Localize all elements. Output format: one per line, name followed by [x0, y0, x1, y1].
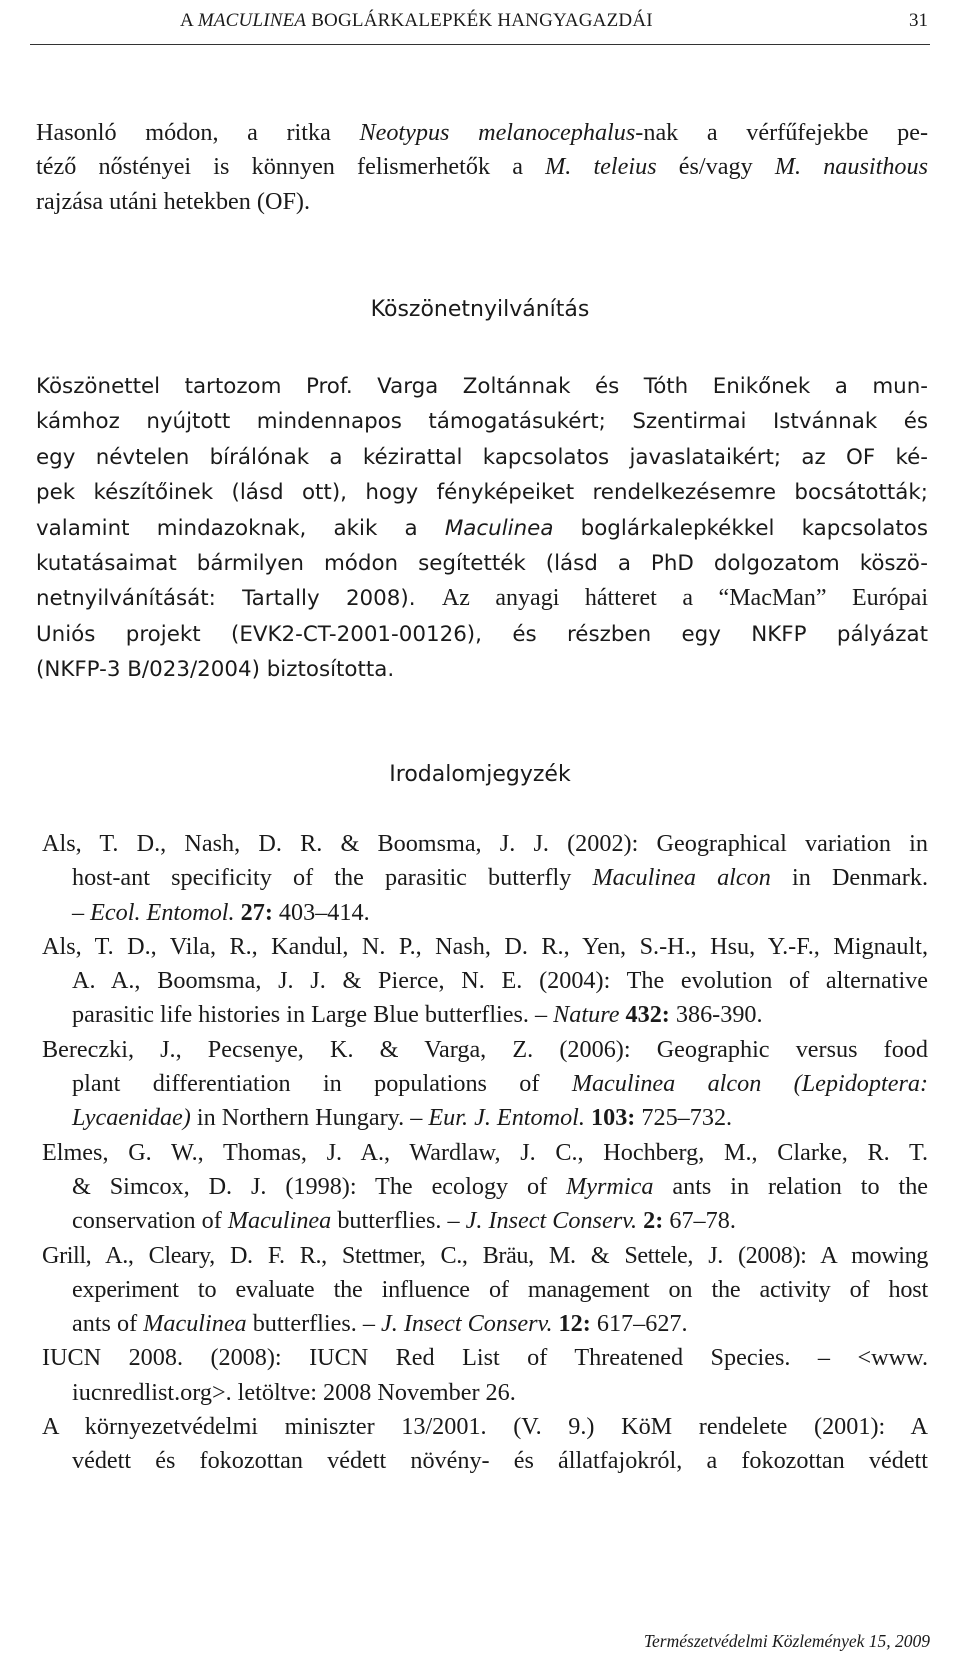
intro-paragraph	[36, 116, 928, 219]
text-line: Uniós projekt (EVK2-CT-2001-00126), és részben egy NKFP pályázat	[36, 621, 928, 647]
text-line: kámhoz nyújtott mindennapos támogatásukért; Szentirmai Istvánnak és	[36, 409, 928, 435]
references-list	[36, 827, 928, 1479]
journal-footer: Természetvédelmi Közlemények 15, 2009	[643, 1631, 930, 1651]
acknowledgements-paragraph	[36, 369, 928, 688]
running-head-genus: MACULINEA	[197, 10, 307, 31]
text-line: valamint mindazoknak, akik a Maculinea boglárkalepkékkel kapcsolatos	[36, 515, 928, 541]
text-line: téző nőstényei is könnyen felismerhetők a M. teleius és/vagy M. nausithous	[36, 153, 929, 181]
text-line: kutatásaimat bármilyen módon segítették (lásd a PhD dolgozatom köszö-	[36, 551, 928, 577]
text-line: egy névtelen bírálónak a kézirattal kapcsolatos javaslataikért; az OF ké-	[36, 444, 928, 470]
text-line: netnyilvánítását: Tartally 2008). Az anyagi hátteret a “MacMan” Európai	[36, 585, 928, 612]
reference-item: Bereczki, J., Pecsenye, K. & Varga, Z. (2006): Geographic versus food plant differentiation in populations of Maculinea alcon (Lepidoptera: Lycaenidae) in Northern Hungary. – Eur. J. Entomol. 103: 725–732.	[42, 1035, 929, 1132]
reference-item: IUCN 2008. (2008): IUCN Red List of Threatened Species. – <www. iucnredlist.org>. letöltve: 2008 November 26.	[42, 1344, 928, 1406]
reference-item: Als, T. D., Vila, R., Kandul, N. P., Nash, D. R., Yen, S.-H., Hsu, Y.-F., Mignault, A. A., Boomsma, J. J. & Pierce, N. E. (2004): The evolution of alternative parasitic life histories in Large Blue butterflies. – Nature 432: 386-390.	[42, 932, 928, 1029]
running-head-prefix: A	[180, 10, 193, 31]
reference-item: Grill, A., Cleary, D. F. R., Stettmer, C., Bräu, M. & Settele, J. (2008): A mowing experiment to evaluate the influence of management on the activity of host ants of Maculinea butterflies. – J. Insect Conserv. 12: 617–627.	[42, 1241, 928, 1338]
acknowledgements-heading: Köszönetnyilvánítás	[370, 297, 590, 322]
text-line: Hasonló módon, a ritka Neotypus melanocephalus-nak a vérfűfejekbe pe-	[36, 119, 928, 146]
text-line: rajzása utáni hetekben (OF).	[36, 187, 311, 215]
text-line: (NKFP-3 B/023/2004) biztosította.	[36, 657, 395, 683]
page-header	[30, 4, 930, 45]
references-heading: Irodalomjegyzék	[389, 762, 571, 787]
reference-item: Elmes, G. W., Thomas, J. A., Wardlaw, J. C., Hochberg, M., Clarke, R. T. & Simcox, D. J. (1998): The ecology of Myrmica ants in relation to the conservation of Maculinea butterflies. – J. Insect Conserv. 2: 67–78.	[42, 1138, 929, 1235]
running-head-title: BOGLÁRKALEPKÉK HANGYAGAZDÁI	[311, 10, 653, 31]
page-number: 31	[909, 10, 928, 31]
running-head	[180, 10, 653, 32]
reference-item: Als, T. D., Nash, D. R. & Boomsma, J. J. (2002): Geographical variation in host-ant specificity of the parasitic butterfly Maculinea alcon in Denmark. – Ecol. Entomol. 27: 403–414.	[42, 830, 928, 926]
reference-item: A környezetvédelmi miniszter 13/2001. (V. 9.) KöM rendelete (2001): A védett és fokozottan védett növény- és állatfajokról, a fokozottan védett	[42, 1413, 928, 1475]
text-line: pek készítőinek (lásd ott), hogy fényképeiket rendelkezésemre bocsátották;	[36, 480, 928, 506]
text-line: Köszönettel tartozom Prof. Varga Zoltánnak és Tóth Enikőnek a mun-	[36, 374, 928, 399]
